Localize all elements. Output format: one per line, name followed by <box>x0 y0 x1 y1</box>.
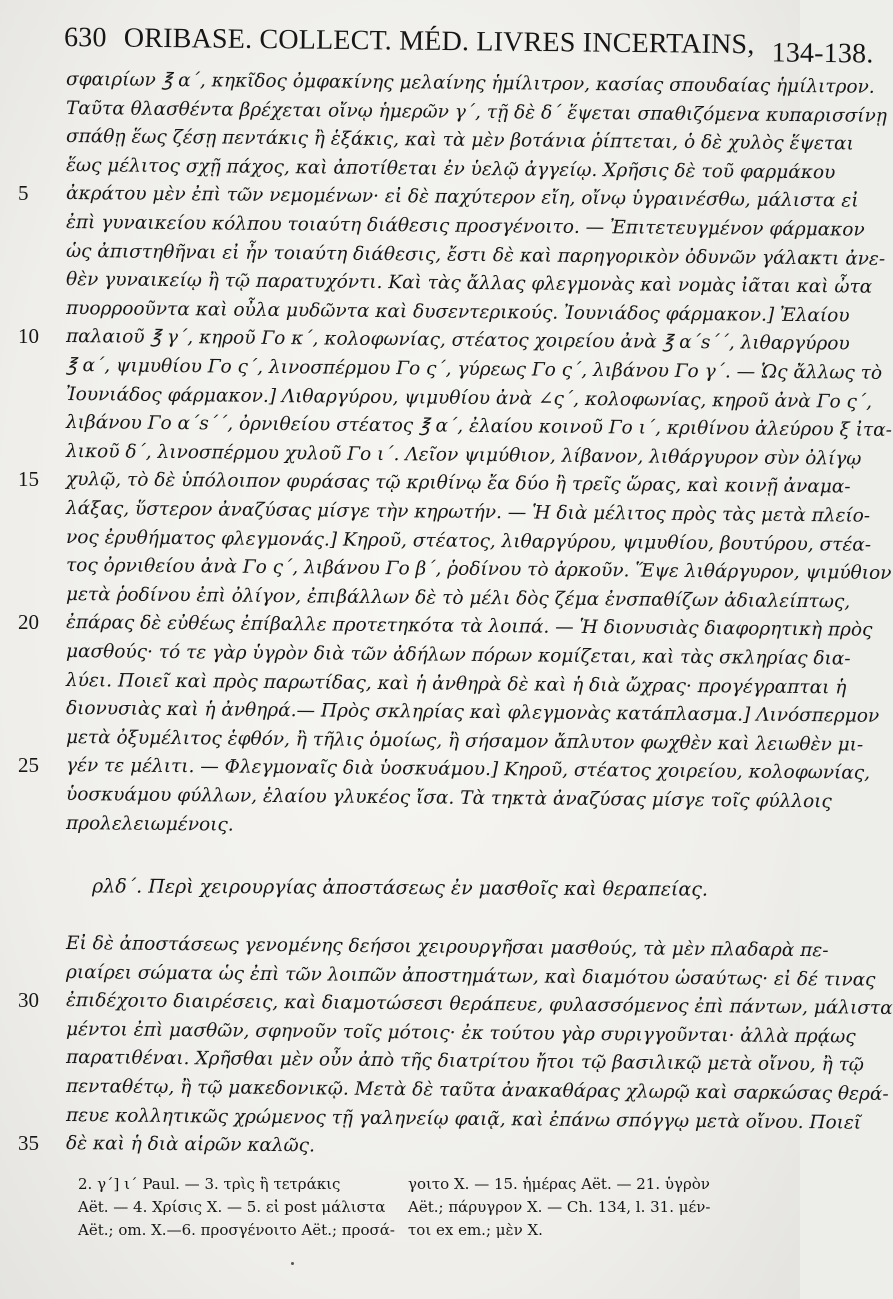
line-number: 15 <box>18 467 39 492</box>
text-line: Εἰ δὲ ἀποστάσεως γενομένης δεήσοι χειρουργῆσαι μασθούς, τὰ μὲν πλαδαρὰ πε- <box>65 933 829 962</box>
text-line: λύει. Ποιεῖ καὶ πρὸς παρωτίδας, καὶ ἡ ἀνθηρὰ δὲ καὶ ἡ διὰ ὤχρας· προγέγραπται ἡ <box>65 669 847 699</box>
footnote-right: τοι ex em.; μὲν X. <box>408 1221 543 1239</box>
text-line: παρατιθέναι. Χρῆσθαι μὲν οὖν ἀπὸ τῆς διατρίτου ἤτοι τῷ βασιλικῷ μετὰ οἴνου, ἢ τῷ <box>65 1047 865 1077</box>
text-line: μετὰ ῥοδίνου ἐπὶ ὀλίγον, ἐπιβάλλων δὲ τὸ μέλι δὸς ζέμα ἐνσπαθίζων ἀδιαλείπτως, <box>65 583 851 613</box>
running-title: ORIBASE. COLLECT. MÉD. LIVRES INCERTAINS, <box>123 22 755 61</box>
footnote-right: γοιτο X. — 15. ἡμέρας Aët. — 21. ὑγρὸν <box>408 1175 710 1193</box>
line-number: 35 <box>18 1131 39 1156</box>
footnote-left: 2. γ΄] ι΄ Paul. — 3. τρὶς ἢ τετράκις <box>78 1175 341 1193</box>
text-line: μετὰ ὀξυμέλιτος ἑφθόν, ἢ τῆλις ὁμοίως, ἢ σήσαμον ἄπλυτον φωχθὲν καὶ λειωθὲν μι- <box>65 726 864 756</box>
line-number: 20 <box>18 610 39 635</box>
text-line: ἐπὶ γυναικείου κόλπου τοιαύτη διάθεσις προσγένοιτο. — Ἐπιτετευγμένον φάρμακον <box>65 212 865 241</box>
line-number: 10 <box>18 324 39 349</box>
footnotes <box>78 1173 778 1242</box>
text-line: λιβάνου Γο α΄s΄΄, ὀρνιθείου στέατος ℥ α΄, ἐλαίου κοινοῦ Γο ι΄, κριθίνου ἀλεύρου ξ ἰτα- <box>65 412 892 442</box>
text-line: πευε κολλητικῶς χρώμενος τῇ γαληνείῳ φαιᾷ, καὶ ἐπάνω σπόγγῳ μετὰ οἴνου. Ποιεῖ <box>65 1104 862 1134</box>
section-heading: ρλδ΄. Περὶ χειρουργίας ἀποστάσεως ἐν μασθοῖς καὶ θεραπείας. <box>92 875 708 901</box>
print-speck <box>291 1262 294 1265</box>
text-line: σπάθῃ ἕως ζέσῃ πεντάκις ἢ ἑξάκις, καὶ τὰ μὲν βοτάνια ῥίπτεται, ὁ δὲ χυλὸς ἕψεται <box>65 126 854 155</box>
text-line: πενταθέτῳ, ἢ τῷ μακεδονικῷ. Μετὰ δὲ ταῦτα ἀνακαθάρας χλωρῷ καὶ σαρκώσας θερά- <box>65 1076 889 1105</box>
text-line: δὲ καὶ ἡ διὰ αἱρῶν καλῶς. <box>65 1133 316 1157</box>
text-line: θὲν γυναικείῳ ἢ τῷ παρατυχόντι. Καὶ τὰς ἄλλας φλεγμονὰς καὶ νομὰς ἰᾶται καὶ ὦτα <box>65 269 873 298</box>
text-line: ἀκράτου μὲν ἐπὶ τῶν νεμομένων· εἰ δὲ παχύτερον εἴη, οἴνῳ ὑγραινέσθω, μάλιστα εἰ <box>65 183 859 212</box>
text-line: ἐπιδέχοιτο διαιρέσεις, καὶ διαμοτώσεσι θεράπευε, φυλασσόμενος ἐπὶ πάντων, μάλιστα <box>65 990 893 1020</box>
page-number: 630 <box>63 22 107 54</box>
text-line: γέν τε μέλιτι. — Φλεγμοναῖς διὰ ὑοσκυάμου.] Κηροῦ, στέατος χοιρείου, κολοφωνίας, <box>65 755 871 785</box>
text-line: χυλῷ, τὸ δὲ ὑπόλοιπον φυράσας τῷ κριθίνῳ ἔα δύο ἢ τρεῖς ὥρας, καὶ κοινῇ ἀναμα- <box>65 469 851 498</box>
text-line: νος ἐρυθήματος φλεγμονάς.] Κηροῦ, στέατος, λιθαργύρου, ψιμυθίου, βουτύρου, στέα- <box>65 526 872 556</box>
text-line: λικοῦ δ΄, λινοσπέρμου χυλοῦ Γο ι΄. Λεῖον ψιμύθιον, λίβανον, λιθάργυρον σὺν ὀλίγῳ <box>65 440 862 470</box>
line-number: 30 <box>18 988 39 1013</box>
text-line: ριαίρει σώματα ὡς ἐπὶ τῶν λοιπῶν ἀποστημάτων, καὶ διαμότου ὡσαύτως· εἰ δέ τινας <box>65 961 876 991</box>
text-line: ὡς ἀπιστηθῆναι εἰ ἦν τοιαύτη διάθεσις, ἔστι δὲ καὶ παρηγορικὸν ὀδυνῶν γάλακτι ἀνε- <box>65 240 886 270</box>
footnote-line <box>78 1196 778 1219</box>
text-line: μέντοι ἐπὶ μασθῶν, σφηνοῦν τοῖς μότοις· ἐκ τούτου γὰρ συριγγοῦνται· ἀλλὰ πρᾴως <box>65 1018 856 1048</box>
text-line: Ταῦτα θλασθέντα βρέχεται οἴνῳ ἡμερῶν γ΄, τῇ δὲ δ΄ ἕψεται σπαθιζόμενα κυπαρισσίνῃ <box>65 97 888 127</box>
line-number: 25 <box>18 753 39 778</box>
footnote-line <box>78 1173 778 1196</box>
text-line: ἐπάρας δὲ εὐθέως ἐπίβαλλε προτετηκότα τὰ λοιπά. — Ἡ διονυσιὰς διαφορητικὴ πρὸς <box>65 612 873 642</box>
text-line: λάξας, ὕστερον ἀναζύσας μίσγε τὴν κηρωτήν. — Ἡ διὰ μέλιτος πρὸς τὰς μετὰ πλείο- <box>65 498 871 527</box>
footnote-right: Aët.; πάρυγρον X. — Ch. 134, l. 31. μέν- <box>408 1198 711 1216</box>
text-line: διονυσιὰς καὶ ἡ ἀνθηρά.— Πρὸς σκληρίας καὶ φλεγμονὰς κατάπλασμα.] Λινόσπερμον <box>65 698 880 727</box>
text-line: ℥ α΄, ψιμυθίου Γο ς΄, λινοσπέρμου Γο ς΄, γύρεως Γο ς΄, λιβάνου Γο γ΄. — Ὡς ἄλλως τὸ <box>65 355 883 384</box>
text-line: πυορροοῦντα καὶ οὖλα μυδῶντα καὶ δυσεντερικούς. Ἰουνιάδος φάρμακον.] Ἐλαίου <box>65 297 850 327</box>
text-line: προλελειωμένοις. <box>65 812 234 836</box>
text-line: παλαιοῦ ℥ γ΄, κηροῦ Γο κ΄, κολοφωνίας, στέατος χοιρείου ἀνὰ ℥ α΄s΄΄, λιθαργύρου <box>65 326 850 355</box>
text-line: τος ὀρνιθείου ἀνὰ Γο ς΄, λιβάνου Γο β΄, ῥοδίνου τὸ ἀρκοῦν. Ἕψε λιθάργυρον, ψιμύθιον <box>65 555 892 585</box>
text-line: ἕως μέλιτος σχῇ πάχος, καὶ ἀποτίθεται ἐν ὑελῷ ἀγγείῳ. Χρῆσις δὲ τοῦ φαρμάκου <box>65 154 836 184</box>
footnote-left: Aët. — 4. Χρίσις X. — 5. εἰ post μάλιστα <box>78 1198 386 1216</box>
text-line: ὑοσκυάμου φύλλων, ἐλαίου γλυκέος ἴσα. Τὰ τηκτὰ ἀναζύσας μίσγε τοῖς φύλλοις <box>65 784 832 813</box>
running-header <box>63 22 874 73</box>
chapter-range: 134-138. <box>771 37 874 70</box>
footnote-left: Aët.; om. X.—6. προσγένοιτο Aët.; προσά- <box>78 1221 395 1239</box>
text-line: σφαιρίων ℥ α΄, κηκῖδος ὀμφακίνης μελαίνης ἡμίλιτρον, κασίας σπουδαίας ἡμίλιτρον. <box>65 69 875 98</box>
line-number: 5 <box>18 181 29 206</box>
text-line: μασθούς· τό τε γὰρ ὑγρὸν διὰ τῶν ἀδήλων πόρων κομίζεται, καὶ τὰς σκληρίας δια- <box>65 641 851 670</box>
text-line: Ἰουνιάδος φάρμακον.] Λιθαργύρου, ψιμυθίου ἀνὰ ∠ς΄, κολοφωνίας, κηροῦ ἀνὰ Γο ς΄, <box>65 383 873 413</box>
footnote-line <box>78 1219 778 1242</box>
